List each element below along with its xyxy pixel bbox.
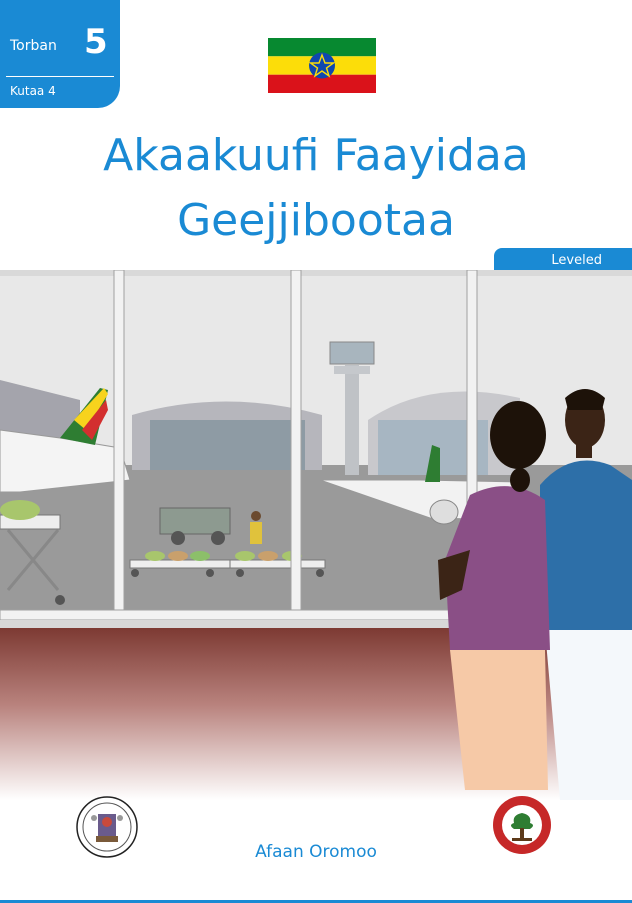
cover-illustration bbox=[0, 270, 632, 800]
window-mullion-1 bbox=[114, 270, 124, 615]
book-title-line-2: Geejjibootaa bbox=[177, 195, 455, 246]
ground-worker bbox=[250, 522, 262, 544]
window-mullion-2 bbox=[291, 270, 301, 615]
leveled-tag: Leveled bbox=[494, 248, 632, 272]
luggage-cart-2 bbox=[230, 560, 325, 568]
tug-vehicle bbox=[160, 508, 230, 534]
grade-label: Kutaa 4 bbox=[10, 84, 56, 98]
week-badge bbox=[0, 0, 120, 108]
week-label: Torban bbox=[10, 38, 57, 54]
ethiopia-flag-icon bbox=[268, 38, 376, 93]
language-label: Afaan Oromoo bbox=[255, 842, 377, 862]
book-title-line-1: Akaakuufi Faayidaa bbox=[103, 130, 529, 181]
week-number: 5 bbox=[84, 22, 108, 62]
luggage-cart bbox=[130, 560, 242, 568]
control-tower bbox=[345, 365, 359, 475]
badge-divider bbox=[6, 76, 114, 77]
man-figure bbox=[540, 461, 632, 631]
